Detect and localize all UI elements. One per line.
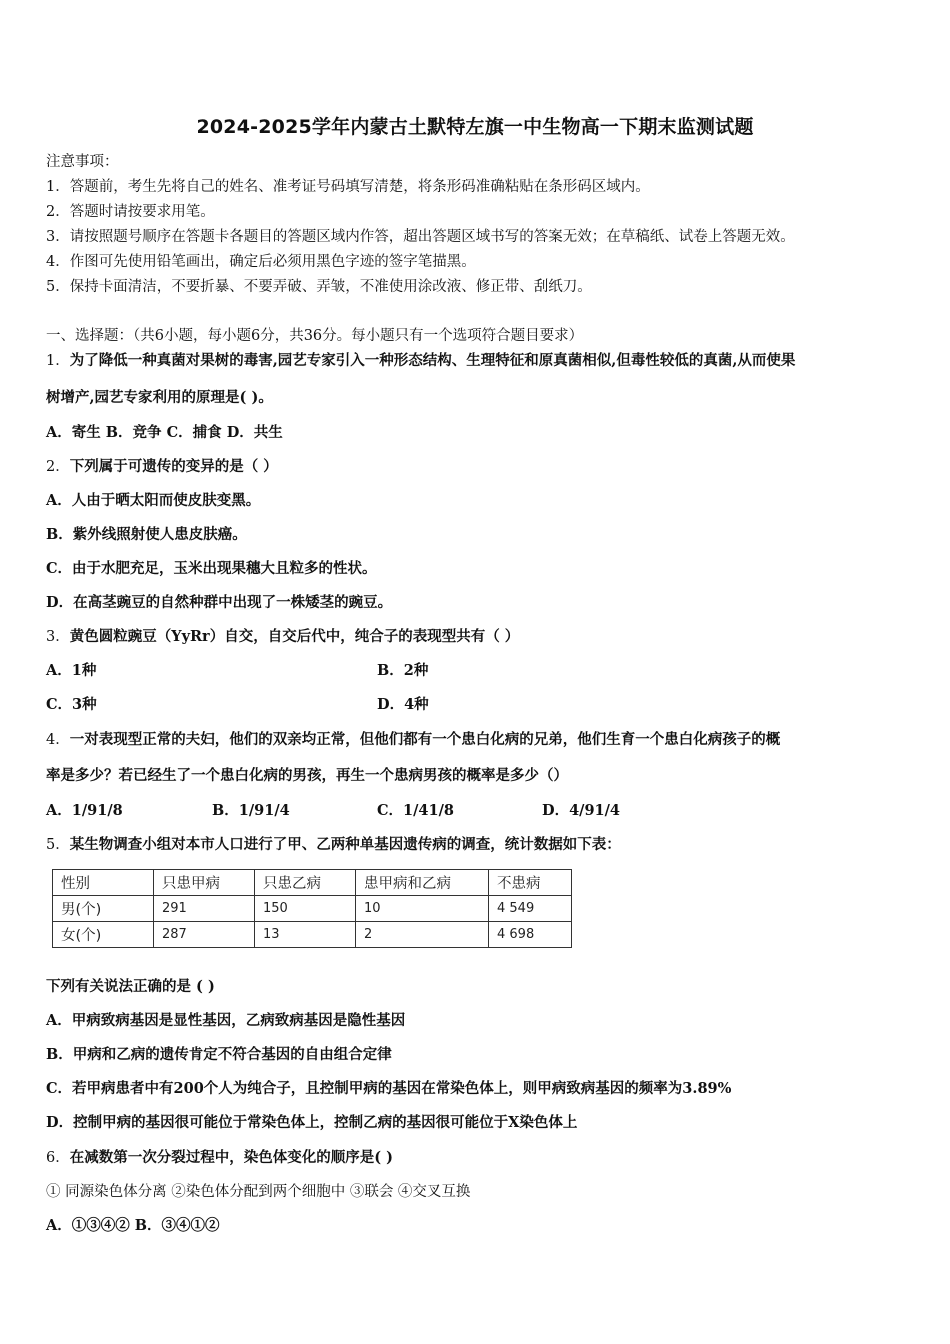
- question-3-option-b: B．2种: [377, 662, 429, 679]
- question-number: 5．: [46, 837, 70, 853]
- question-5-option-c: C．若甲病患者中有200个人为纯合子，且控制甲病的基因在常染色体上，则甲病致病基因的频率为3.89%: [46, 1080, 732, 1097]
- question-stem: 在减数第一次分裂过程中，染色体变化的顺序是( ): [69, 1149, 394, 1166]
- question-3-option-d: D．4种: [377, 696, 429, 713]
- section-heading: 一、选择题：（共6小题，每小题6分，共36分。每小题只有一个选项符合题目要求）: [46, 328, 584, 344]
- table-cell: 2: [356, 922, 489, 948]
- table-cell: 150: [255, 896, 356, 922]
- question-stem: 一对表现型正常的夫妇，他们的双亲均正常，但他们都有一个患白化病的兄弟，他们生育一个患白化病孩子的概: [69, 731, 781, 748]
- question-2-option-a: A．人由于晒太阳而使皮肤变黑。: [46, 492, 261, 509]
- table-row: [53, 922, 572, 948]
- table-header-row: [53, 870, 572, 896]
- question-5: [46, 835, 621, 855]
- question-2-option-c: C．由于水肥充足，玉米出现果穗大且粒多的性状。: [46, 560, 377, 577]
- table-cell: 4 698: [489, 922, 572, 948]
- question-number: 1．: [46, 353, 70, 369]
- question-1: [46, 351, 795, 371]
- question-3-option-a: A．1种: [46, 662, 97, 679]
- question-4-option-d: D．4/91/4: [542, 802, 621, 819]
- question-3: [46, 627, 519, 647]
- table-cell: 291: [154, 896, 255, 922]
- page-title: 2024-2025学年内蒙古土默特左旗一中生物高一下期末监测试题: [196, 116, 754, 138]
- question-3-option-c: C．3种: [46, 696, 97, 713]
- table-header-cell: 只患乙病: [255, 870, 356, 896]
- question-2: [46, 457, 278, 477]
- table-cell: 男(个): [53, 896, 154, 922]
- question-4-stem-cont: 率是多少？若已经生了一个患白化病的男孩，再生一个患病男孩的概率是多少（）: [46, 767, 568, 784]
- disease-statistics-table: [52, 869, 572, 948]
- question-1-options: A．寄生 B．竞争 C．捕食 D．共生: [46, 424, 283, 441]
- table-cell: 女(个): [53, 922, 154, 948]
- question-4: [46, 730, 780, 750]
- question-2-option-b: B．紫外线照射使人患皮肤癌。: [46, 526, 247, 543]
- question-number: 6．: [46, 1150, 70, 1166]
- question-4-option-c: C．1/41/8: [377, 802, 454, 819]
- notice-item-5: 5．保持卡面清洁，不要折暴、不要弄破、弄皱，不准使用涂改液、修正带、刮纸刀。: [46, 279, 592, 295]
- table-header-cell: 只患甲病: [154, 870, 255, 896]
- question-6-options: A．①③④② B．③④①②: [46, 1217, 220, 1234]
- question-6: [46, 1148, 393, 1168]
- table-header-cell: 患甲病和乙病: [356, 870, 489, 896]
- table-cell: 13: [255, 922, 356, 948]
- question-6-steps: ① 同源染色体分离 ②染色体分配到两个细胞中 ③联会 ④交叉互换: [46, 1184, 471, 1200]
- notice-heading: 注意事项：: [46, 154, 119, 170]
- table-cell: 4 549: [489, 896, 572, 922]
- question-5-option-a: A．甲病致病基因是显性基因，乙病致病基因是隐性基因: [46, 1012, 406, 1029]
- notice-item-1: 1．答题前，考生先将自己的姓名、准考证号码填写清楚，将条形码准确粘贴在条形码区域内。: [46, 179, 650, 195]
- question-number: 3．: [46, 629, 70, 645]
- table-row: [53, 896, 572, 922]
- table-header-cell: 不患病: [489, 870, 572, 896]
- question-4-option-b: B．1/91/4: [212, 802, 290, 819]
- question-stem: 下列属于可遗传的变异的是（ ）: [69, 458, 278, 475]
- question-stem: 某生物调查小组对本市人口进行了甲、乙两种单基因遗传病的调查，统计数据如下表：: [69, 836, 621, 853]
- notice-item-2: 2．答题时请按要求用笔。: [46, 204, 215, 220]
- notice-item-3: 3．请按照题号顺序在答题卡各题目的答题区域内作答，超出答题区域书写的答案无效；在草稿纸、试卷上答题无效。: [46, 229, 795, 245]
- notice-item-4: 4．作图可先使用铅笔画出，确定后必须用黑色字迹的签字笔描黑。: [46, 254, 476, 270]
- table-header-cell: 性别: [53, 870, 154, 896]
- question-5-option-b: B．甲病和乙病的遗传肯定不符合基因的自由组合定律: [46, 1046, 392, 1063]
- table-cell: 10: [356, 896, 489, 922]
- question-stem: 为了降低一种真菌对果树的毒害,园艺专家引入一种形态结构、生理特征和原真菌相似,但毒性较低的真菌,从而使果: [69, 352, 796, 369]
- question-5-option-d: D．控制甲病的基因很可能位于常染色体上，控制乙病的基因很可能位于X染色体上: [46, 1114, 578, 1131]
- question-number: 4．: [46, 732, 70, 748]
- question-2-option-d: D．在高茎豌豆的自然种群中出现了一株矮茎的豌豆。: [46, 594, 393, 611]
- question-stem: 黄色圆粒豌豆（YyRr）自交，自交后代中，纯合子的表现型共有（ ）: [69, 628, 520, 645]
- table-cell: 287: [154, 922, 255, 948]
- question-number: 2．: [46, 459, 70, 475]
- question-4-option-a: A．1/91/8: [46, 802, 123, 819]
- question-5-prompt: 下列有关说法正确的是 ( ): [46, 978, 215, 995]
- question-1-stem-cont: 树增产,园艺专家利用的原理是( )。: [46, 389, 273, 406]
